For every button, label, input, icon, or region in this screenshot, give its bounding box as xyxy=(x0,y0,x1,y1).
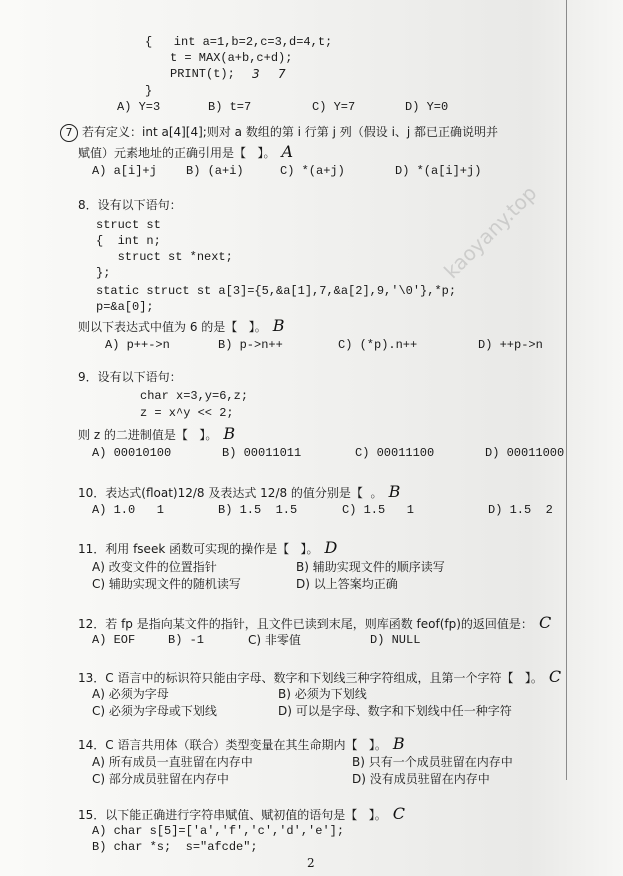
stem-text: 10．表达式(float)12/8 及表达式 12/8 的值分别是【 。 xyxy=(78,486,383,500)
question-text xyxy=(78,318,284,335)
handwritten-note: 3 xyxy=(252,67,260,81)
option-a: A) 必须为字母 xyxy=(92,687,169,701)
option-b: B) 1.5 1.5 xyxy=(218,503,298,517)
option-c: C) 辅助实现文件的随机读写 xyxy=(92,577,241,591)
code-line: struct st xyxy=(96,218,161,232)
code-line: struct st *next; xyxy=(96,250,233,264)
question-stem xyxy=(78,806,405,823)
code-line: } xyxy=(145,84,153,98)
handwritten-answer: C xyxy=(392,804,405,823)
option-a: A) a[i]+j xyxy=(92,164,157,178)
stem-text: 11．利用 fseek 函数可实现的操作是【 】。 xyxy=(78,542,319,556)
handwritten-answer: B xyxy=(392,734,405,753)
handwritten-answer: B xyxy=(272,316,285,335)
option-a: A) p++->n xyxy=(105,338,170,352)
option-a: A) EOF xyxy=(92,633,136,647)
option-d: D) 没有成员驻留在内存中 xyxy=(352,772,490,786)
option-b: B) 必须为下划线 xyxy=(278,687,367,701)
option-d: D) ++p->n xyxy=(478,338,543,352)
option-c: C) 1.5 1 xyxy=(342,503,415,517)
circled-number: 7 xyxy=(60,124,78,142)
page-number: 2 xyxy=(307,856,315,870)
stem-text: 若有定义：int a[4][4];则对 a 数组的第 i 行第 j 列（假设 i、j 都已正确说明并 xyxy=(82,125,499,139)
watermark: kaoyany.top xyxy=(439,180,542,284)
option-d: D) 1.5 2 xyxy=(488,503,553,517)
option-b: B) (a+i) xyxy=(186,164,244,178)
question-text xyxy=(78,426,235,443)
option-c: C) 必须为字母或下划线 xyxy=(92,704,217,718)
option-c: C) 部分成员驻留在内存中 xyxy=(92,772,229,786)
code-line: t = MAX(a+b,c+d); xyxy=(170,51,293,65)
question-stem: 9．设有以下语句： xyxy=(78,370,182,384)
option-d: D) Y=0 xyxy=(405,100,449,114)
handwritten-note: 7 xyxy=(278,67,286,81)
option-c: C) 非零值 xyxy=(248,633,301,647)
question-label: 则以下表达式中值为 6 的是【 】。 xyxy=(78,320,267,334)
code-line: static struct st a[3]={5,&a[1],7,&a[2],9,'\0'},*p; xyxy=(96,284,457,298)
option-b: B) 辅助实现文件的顺序读写 xyxy=(296,560,445,574)
handwritten-answer: B xyxy=(388,482,401,501)
option-a: A) 00010100 xyxy=(92,446,172,460)
option-b: B) 只有一个成员驻留在内存中 xyxy=(352,755,513,769)
stem-text: 15．以下能正确进行字符串赋值、赋初值的语句是【 】。 xyxy=(78,808,387,822)
code-line: z = x^y << 2; xyxy=(140,406,234,420)
option-a: A) char s[5]=['a','f','c','d','e']; xyxy=(92,824,345,838)
stem-text: 13．C 语言中的标识符只能由字母、数字和下划线三种字符组成，且第一个字符【 】。 xyxy=(78,671,543,685)
question-stem: 8．设有以下语句： xyxy=(78,198,182,212)
code-line: { int a=1,b=2,c=3,d=4,t; xyxy=(145,35,333,49)
option-d: D) 00011000 xyxy=(485,446,565,460)
option-c: C) 00011100 xyxy=(355,446,435,460)
question-stem xyxy=(78,669,561,686)
stem-text: 赋值）元素地址的正确引用是【 】。 xyxy=(78,146,276,160)
option-b: B) char *s; s="afcde"; xyxy=(92,840,258,854)
option-b: B) -1 xyxy=(168,633,205,647)
option-c: C) (*p).n++ xyxy=(338,338,418,352)
question-stem xyxy=(78,736,405,753)
handwritten-answer: D xyxy=(324,538,338,557)
question-stem xyxy=(78,540,337,557)
handwritten-answer: C xyxy=(548,667,562,686)
code-line: { int n; xyxy=(96,234,161,248)
handwritten-answer: C xyxy=(538,613,552,632)
question-label: 则 z 的二进制值是【 】。 xyxy=(78,428,218,442)
question-stem xyxy=(60,124,498,142)
option-b: B) t=7 xyxy=(208,100,252,114)
question-stem xyxy=(78,144,293,161)
option-b: B) p->n++ xyxy=(218,338,283,352)
option-c: C) Y=7 xyxy=(312,100,356,114)
code-line: PRINT(t); xyxy=(170,67,235,81)
option-b: B) 00011011 xyxy=(222,446,302,460)
option-a: A) Y=3 xyxy=(117,100,161,114)
option-d: D) *(a[i]+j) xyxy=(395,164,482,178)
option-a: A) 所有成员一直驻留在内存中 xyxy=(92,755,253,769)
code-line: }; xyxy=(96,266,111,280)
option-d: D) 以上答案均正确 xyxy=(296,577,398,591)
stem-text: 12．若 fp 是指向某文件的指针，且文件已读到末尾，则库函数 feof(fp)的返回值是： xyxy=(78,617,533,631)
stem-text: 14．C 语言共用体（联合）类型变量在其生命期内【 】。 xyxy=(78,738,387,752)
margin-line xyxy=(566,0,567,780)
option-c: C) *(a+j) xyxy=(280,164,345,178)
option-a: A) 改变文件的位置指针 xyxy=(92,560,217,574)
option-a: A) 1.0 1 xyxy=(92,503,165,517)
code-line: p=&a[0]; xyxy=(96,300,154,314)
question-stem xyxy=(78,615,551,632)
handwritten-answer: B xyxy=(223,424,236,443)
option-d: D) 可以是字母、数字和下划线中任一种字符 xyxy=(278,704,512,718)
question-stem xyxy=(78,484,400,501)
option-d: D) NULL xyxy=(370,633,421,647)
code-line: char x=3,y=6,z; xyxy=(140,389,249,403)
handwritten-answer: A xyxy=(281,142,294,161)
